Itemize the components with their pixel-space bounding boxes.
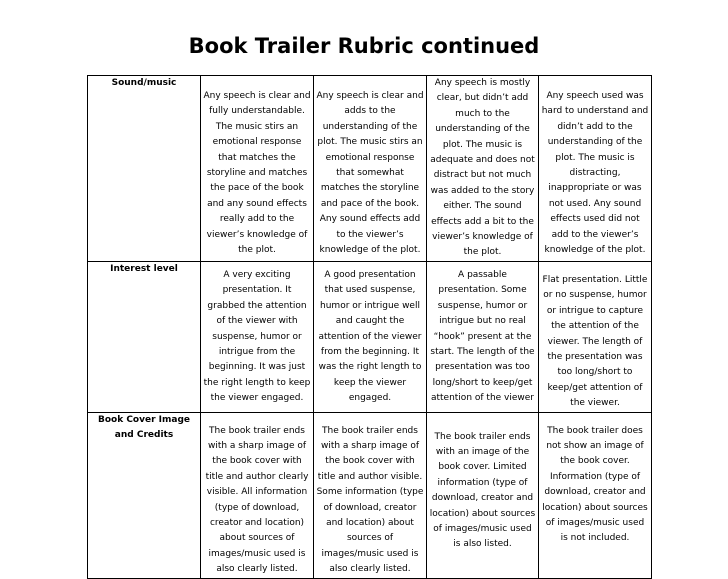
cell-text: Any speech is clear and fully understandable. The music stirs an emotional response that matches the storyline and matches the pace of the book and any sound effects really add to the viewer’s knowledge of the plot.	[203, 91, 311, 256]
cell-text: Any speech is mostly clear, but didn’t add much to the understanding of the plot. The music is adequate and does not distract but not much was added to the story either. The sound effects add a bit to the viewer’s knowledge of the plot.	[430, 78, 535, 258]
rubric-cell	[314, 76, 427, 262]
cell-text: The book trailer ends with a sharp image of the book cover with title and author clearly visible. All information (type of download, creator and location) about sources of images/music used is also clearly listed.	[205, 425, 309, 575]
cell-text: The book trailer does not show an image of the book cover. Information (type of download, creator and location) about sources of images/music used is not included.	[542, 425, 648, 544]
cell-text: The book trailer ends with a sharp image of the book cover with title and author visible. Some information (type of download, creator and location) about sources of images/music used is also clearly listed.	[316, 425, 424, 575]
rubric-cell	[201, 261, 314, 412]
rubric-cell	[201, 76, 314, 262]
rubric-cell	[427, 412, 539, 578]
cell-text: The book trailer ends with an image of the book cover. Limited information (type of download, creator and location) about sources of images/music used is also listed.	[429, 431, 536, 550]
criterion-label: Sound/music	[88, 76, 201, 262]
cell-text: Any speech used was hard to understand and didn’t add to the understanding of the plot. The music is distracting, inappropriate or was not used. Any sound effects used did not add to the viewer’s knowledge of the plot.	[541, 91, 649, 256]
table-row	[88, 412, 652, 578]
cell-text: Any speech is clear and adds to the understanding of the plot. The music stirs an emotional response that somewhat matches the storyline and pace of the book. Any sound effects add to the viewer’s knowledge of the plot.	[316, 91, 424, 256]
rubric-cell	[539, 412, 652, 578]
table-row	[88, 76, 652, 262]
page-title: Book Trailer Rubric continued	[188, 34, 540, 58]
rubric-cell	[539, 261, 652, 412]
rubric-cell	[314, 412, 427, 578]
rubric-cell	[539, 76, 652, 262]
rubric-cell	[314, 261, 427, 412]
cell-text: A good presentation that used suspense, humor or intrigue well and caught the attention of the viewer from the beginning. It was the right length to keep the viewer engaged.	[318, 269, 422, 404]
cell-text: A passable presentation. Some suspense, humor or intrigue but no real “hook” present at the start. The length of the presentation was too long/short to keep/get attention of the viewer	[430, 269, 535, 404]
rubric-cell	[427, 76, 539, 262]
criterion-label: Interest level	[88, 261, 201, 412]
cell-text: Flat presentation. Little or no suspense, humor or intrigue to capture the attention of the viewer. The length of the presentation was too long/short to keep/get attention of the viewer.	[542, 274, 648, 409]
cell-text: A very exciting presentation. It grabbed the attention of the viewer with suspense, humor or intrigue from the beginning. It was just the right length to keep the viewer engaged.	[203, 269, 311, 404]
table-row	[88, 261, 652, 412]
rubric-cell	[201, 412, 314, 578]
rubric-table	[87, 75, 652, 579]
rubric-cell	[427, 261, 539, 412]
criterion-label: Book Cover Image and Credits	[88, 412, 201, 578]
